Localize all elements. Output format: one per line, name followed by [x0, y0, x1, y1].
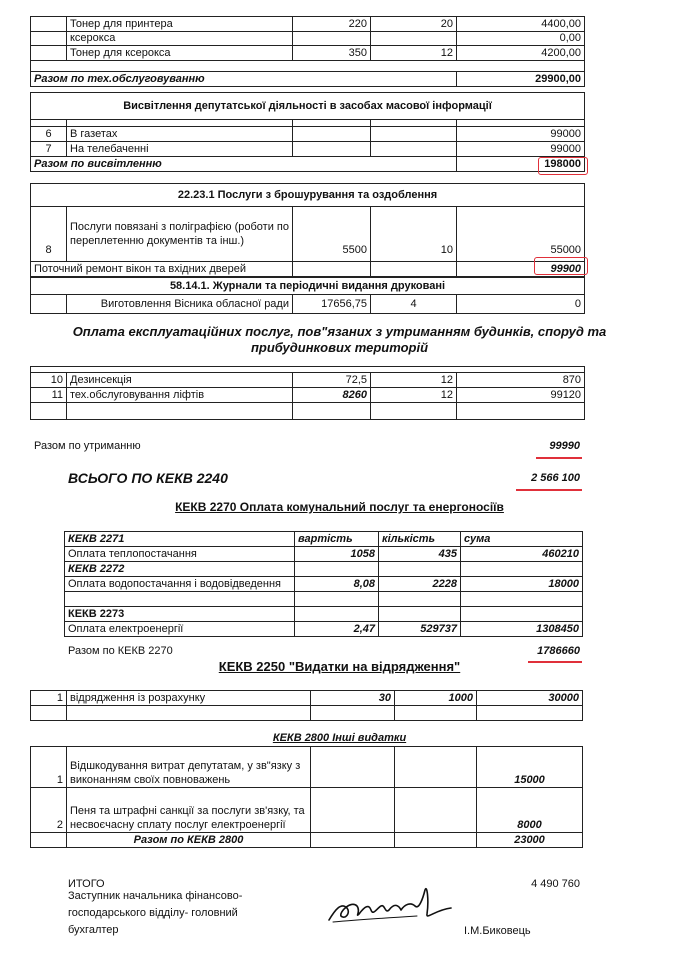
table-row	[31, 388, 585, 403]
kekv2800-total-value: 23000	[477, 833, 583, 848]
table-row	[65, 607, 583, 622]
item-name: Тонер для ксерокса	[67, 46, 293, 61]
item-qty: 12	[371, 46, 457, 61]
item-sum: 18000	[461, 577, 583, 592]
item-sum: 1308450	[461, 622, 583, 637]
item-name: Пеня та штрафні санкції за послуги зв'язку, та несвоєчасну сплату послуг електроенергії	[67, 788, 311, 833]
item-name: Виготовлення Вісника обласної ради	[67, 295, 293, 314]
item-name: Оплата водопостачання і водовідведення	[65, 577, 295, 592]
repair-value: 99900	[457, 262, 585, 277]
column-header-qty: кількість	[379, 532, 461, 547]
item-name: Тонер для принтера	[67, 17, 293, 32]
table-row	[65, 562, 583, 577]
red-highlight-mark	[534, 257, 588, 275]
table-row	[31, 17, 585, 32]
table-row	[65, 622, 583, 637]
table-row	[31, 295, 585, 314]
column-header-price: вартість	[295, 532, 379, 547]
item-name: Дезинсекція	[67, 373, 293, 388]
row-number: 8	[31, 207, 67, 262]
item-price: 220	[293, 17, 371, 32]
table-row	[31, 262, 585, 277]
kekv2800-heading: КЕКВ 2800 Інші видатки	[272, 732, 407, 744]
item-price: 72,5	[293, 373, 371, 388]
row-number: 1	[31, 747, 67, 788]
kekv2250-heading: КЕКВ 2250 "Видатки на відрядження"	[218, 659, 461, 674]
table-row	[31, 706, 583, 721]
item-price: 17656,75	[293, 295, 371, 314]
item-sum: 4200,00	[457, 46, 585, 61]
item-qty: 529737	[379, 622, 461, 637]
item-price: 2,47	[295, 622, 379, 637]
kekv2270-total-label: Разом по КЕКВ 2270	[68, 645, 173, 657]
operation-heading-line2: прибудинкових територій	[250, 340, 429, 355]
media-table	[30, 92, 585, 172]
item-name: Послуги повязані з поліграфією (роботи по переплетенню документів та інш.)	[67, 207, 293, 262]
item-name: На телебаченні	[67, 142, 293, 157]
kekv2240-label: ВСЬОГО ПО КЕКВ 2240	[68, 470, 228, 486]
table-row	[65, 592, 583, 607]
kekv2270-table	[64, 531, 583, 637]
printing-table	[30, 183, 585, 277]
item-price: 5500	[293, 207, 371, 262]
toner-table	[30, 16, 585, 87]
kekv-code: КЕКВ 2273	[65, 607, 295, 622]
operation-total-value: 99990	[549, 440, 580, 452]
position-line2: господарського відділу- головний	[68, 907, 238, 919]
red-highlight-mark	[538, 157, 588, 175]
kekv2240-value: 2 566 100	[531, 472, 580, 484]
row-number: 1	[31, 691, 67, 706]
item-qty: 12	[371, 388, 457, 403]
item-sum: 99000	[457, 142, 585, 157]
media-total-label: Разом по висвітленню	[31, 157, 457, 172]
tech-total-value: 29900,00	[457, 72, 585, 87]
item-sum: 0,00	[457, 32, 585, 46]
table-row	[31, 207, 585, 262]
item-name: Оплата теплопостачання	[65, 547, 295, 562]
item-qty: 10	[371, 207, 457, 262]
item-sum: 30000	[477, 691, 583, 706]
table-row	[31, 833, 583, 848]
table-row	[31, 184, 585, 207]
table-row	[65, 577, 583, 592]
item-price: 1058	[295, 547, 379, 562]
row-number: 11	[31, 388, 67, 403]
item-price: 350	[293, 46, 371, 61]
operation-total-label: Разом по утриманню	[34, 440, 141, 452]
table-row	[31, 747, 583, 788]
item-sum: 870	[457, 373, 585, 388]
table-row	[31, 403, 585, 420]
table-row	[31, 278, 585, 295]
item-qty: 12	[371, 373, 457, 388]
kekv-code: КЕКВ 2272	[65, 562, 295, 577]
table-row	[31, 691, 583, 706]
item-price: 8260	[293, 388, 371, 403]
item-qty: 1000	[395, 691, 477, 706]
table-row	[31, 157, 585, 172]
row-number: 6	[31, 127, 67, 142]
item-sum: 0	[457, 295, 585, 314]
journals-heading: 58.14.1. Журнали та періодичні видання друковані	[31, 278, 585, 295]
column-header-sum: сума	[461, 532, 583, 547]
kekv2800-total-label: Разом по КЕКВ 2800	[67, 833, 311, 848]
table-row	[31, 93, 585, 120]
operation-table	[30, 366, 585, 420]
row-number: 10	[31, 373, 67, 388]
item-price: 8,08	[295, 577, 379, 592]
item-sum: 99120	[457, 388, 585, 403]
kekv2250-table	[30, 690, 583, 721]
kekv2800-table	[30, 746, 583, 848]
red-underline-mark	[536, 457, 582, 459]
table-row	[31, 72, 585, 87]
media-total-value: 198000	[457, 157, 585, 172]
printing-heading: 22.23.1 Послуги з брошурування та оздоблення	[31, 184, 585, 207]
row-number: 7	[31, 142, 67, 157]
item-name: ксерокса	[67, 32, 293, 46]
table-row	[31, 46, 585, 61]
table-row	[31, 127, 585, 142]
table-row	[65, 532, 583, 547]
table-row	[31, 32, 585, 46]
item-qty: 2228	[379, 577, 461, 592]
item-name: відрядження із розрахунку	[67, 691, 311, 706]
position-line1: Заступник начальника фінансово-	[68, 890, 243, 902]
kekv-code: КЕКВ 2271	[65, 532, 295, 547]
item-sum: 8000	[477, 788, 583, 833]
table-row	[65, 547, 583, 562]
table-row	[31, 142, 585, 157]
item-price: 30	[311, 691, 395, 706]
kekv2270-heading: КЕКВ 2270 Оплата комунальний послуг та енергоносіїв	[175, 500, 504, 514]
itogo-value: 4 490 760	[531, 878, 580, 890]
repair-label: Поточний ремонт вікон та вхідних дверей	[31, 262, 293, 277]
position-line3: бухгалтер	[68, 924, 119, 936]
table-row	[31, 61, 585, 72]
item-sum: 460210	[461, 547, 583, 562]
table-row	[31, 373, 585, 388]
item-name: тех.обслуговування ліфтів	[67, 388, 293, 403]
itogo-label: ИТОГО	[68, 878, 105, 890]
item-name: В газетах	[67, 127, 293, 142]
item-sum: 55000	[457, 207, 585, 262]
item-sum: 15000	[477, 747, 583, 788]
item-name: Відшкодування витрат депутатам, у зв"язку з виконанням своїх повноважень	[67, 747, 311, 788]
tech-total-label: Разом по тех.обслуговуванню	[31, 72, 457, 87]
table-row	[31, 120, 585, 127]
item-qty: 4	[371, 295, 457, 314]
table-row	[31, 788, 583, 833]
item-sum: 4400,00	[457, 17, 585, 32]
item-qty: 435	[379, 547, 461, 562]
signature-image	[325, 880, 455, 930]
row-number: 2	[31, 788, 67, 833]
signer-name: І.М.Биковець	[464, 925, 531, 937]
media-heading: Висвітлення депутатської діяльності в засобах масової інформації	[31, 93, 585, 120]
item-qty: 20	[371, 17, 457, 32]
item-name: Оплата електроенергії	[65, 622, 295, 637]
operation-heading-line1: Оплата експлуатаційних послуг, пов"язаних з утриманням будинків, споруд та	[72, 324, 607, 339]
red-underline-mark	[516, 489, 582, 491]
kekv2270-total-value: 1786660	[537, 645, 580, 657]
item-sum: 99000	[457, 127, 585, 142]
journals-table	[30, 277, 585, 314]
